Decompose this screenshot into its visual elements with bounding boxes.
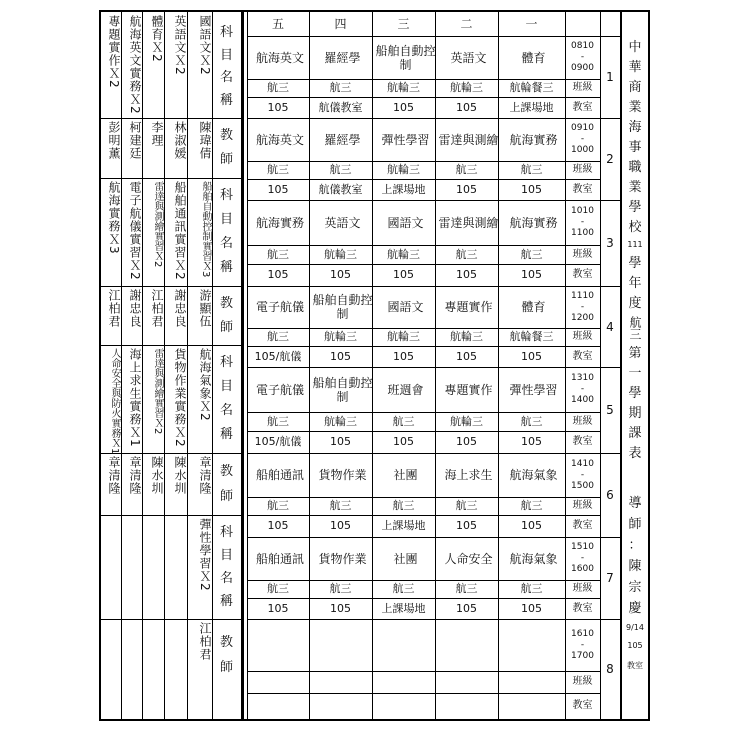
grid-line-horizontal [101,345,241,346]
course-name: 船舶自動控制 [375,43,436,72]
period-time [565,36,600,79]
course-name: 電子航儀 [255,382,304,397]
course-room: 105 [267,182,289,196]
subject-name: 貨物作業實務Ｘ2 [173,348,187,448]
course-name: 體育 [521,300,546,314]
label-teacher: 師 [219,152,233,167]
class-label: 班級 [572,583,593,594]
label-subject: 目 [219,47,233,63]
room-label: 教室 [572,350,593,362]
teacher-name: 陳水圳 [150,456,164,495]
mentor-label-char: 導 [628,496,642,511]
course-room: 105 [521,349,542,363]
course-room [372,693,435,719]
teacher-name: 陳水圳 [173,456,187,495]
label-teacher: 教 [219,634,233,650]
course-class: 航三 [267,499,289,512]
period-number: 5 [606,403,614,417]
course-class: 航輪三 [450,330,483,343]
time-text: - [580,217,585,227]
label-subject: 名 [219,570,233,586]
time-text: - [580,553,585,563]
grid-line-horizontal [101,515,241,516]
time-text: 1110 [571,290,594,301]
period-time [565,537,600,580]
course-room: 105 [330,268,351,281]
title-char: 事 [628,140,642,155]
title-char: 商 [628,80,642,95]
teacher-name: 陳瑋倩 [198,121,212,160]
time-text: 0810 [571,41,594,51]
title-char: 學 [628,386,642,401]
title-char: 航三 [628,316,642,340]
course-name: 海上求生 [444,468,493,482]
subject-name: 雷達與測繪實習Ｘ2 [152,348,163,435]
label-subject: 名 [219,236,233,251]
course-name: 船舶通訊 [255,468,304,482]
grid-line-horizontal [101,286,241,287]
course-room: 105 [456,268,477,281]
teacher-name: 江柏君 [198,622,212,661]
subject-name: 雷達與測繪實習Ｘ2 [152,181,163,268]
subject-name: 航海實務Ｘ3 [107,181,121,255]
time-text: - [580,301,585,312]
teacher-name: 江柏君 [150,289,164,328]
course-name: 社團 [393,551,418,566]
period-number: 7 [606,571,614,585]
course-room: 105 [330,519,351,532]
course-class: 航三 [267,81,289,94]
title-char: 業 [628,100,642,115]
course-class [435,671,498,693]
course-name: 貨物作業 [318,551,367,566]
subject-name: 專題實作Ｘ2 [107,15,121,89]
period-number: 8 [606,662,614,676]
day-header-3: 三 [397,17,410,31]
class-label: 班級 [572,248,593,260]
period-time [565,118,600,161]
course-name: 人命安全 [444,551,493,566]
time-text: 1000 [571,145,594,155]
period-number: 3 [606,236,614,250]
label-teacher: 師 [219,659,233,675]
label-subject: 科 [219,355,233,370]
subject-name: 英語文Ｘ2 [173,15,187,76]
class-label: 班級 [572,164,593,175]
label-subject: 名 [219,403,233,418]
label-subject: 目 [219,212,233,227]
time-text: 0910 [571,123,594,133]
period-time [565,286,600,328]
teacher-name: 謝忠良 [173,289,187,328]
course-class: 航三 [392,499,415,512]
teacher-name: 李理 [150,121,164,147]
course-class: 航三 [520,247,543,261]
title-char: 學 [628,256,642,271]
title-char: 第 [628,346,642,361]
course-class: 航輪三 [387,81,420,94]
title-char: 一 [628,366,642,381]
teacher-name: 游顯伍 [198,289,212,328]
course-class: 航三 [329,81,352,94]
room-label: 教室 [572,520,593,531]
course-class [309,671,372,693]
grid-line-vertical [241,12,244,719]
course-class: 航輪三 [324,247,357,261]
course-room: 105 [521,182,542,196]
subject-name: 國語文Ｘ2 [198,15,212,76]
course-room: 105 [267,519,289,532]
subject-name: 航海英文實務Ｘ2 [128,15,142,115]
course-name: 航海英文 [255,132,304,147]
course-room: 105 [393,100,414,114]
course-class: 航三 [267,163,289,176]
course-room: 105 [267,601,289,615]
course-name: 英語文 [324,215,361,230]
title-char: 111 [627,240,643,249]
course-name: 航海實務 [509,215,558,230]
label-subject: 科 [219,25,233,41]
subject-name: 船舶通訊實習Ｘ2 [173,181,187,281]
course-class: 航輪三 [387,247,420,261]
course-name: 國語文 [387,300,424,314]
course-room: 105 [456,182,477,196]
title-char: 職 [628,160,642,175]
course-class: 航三 [267,247,289,261]
course-room: 上課場地 [381,182,426,196]
label-teacher: 師 [219,320,233,335]
label-subject: 目 [219,379,233,394]
title-char: 度 [628,296,642,311]
course-room: 105 [393,435,414,448]
day-header-1: 五 [271,17,284,31]
course-class: 航輪三 [324,414,357,428]
course-room: 105 [393,268,414,281]
course-class: 航輪三 [387,163,420,176]
course-room: 105 [330,435,351,448]
course-name: 船舶通訊 [255,551,304,566]
course-name: 羅經學 [324,132,361,147]
course-class [498,671,565,693]
mentor-label-char: ： [628,538,642,553]
day-header-5: 一 [525,17,538,31]
teacher-name: 彭明薰 [107,121,121,160]
label-subject: 稱 [219,260,233,275]
label-subject: 目 [219,547,233,563]
period-time [565,367,600,412]
course-name: 彈性學習 [509,382,558,397]
course-room [309,693,372,719]
course-name: 船舶自動控制 [312,293,373,321]
room-label: 教室 [572,101,593,113]
time-text: - [580,469,585,480]
title-char: 華 [628,60,642,75]
title-char: 中 [628,40,642,55]
course-class: 航三 [267,414,289,428]
time-text: - [580,639,585,650]
teacher-name: 章清隆 [107,456,121,495]
course-room: 105/航儀 [254,349,302,363]
course-name: 航海氣象 [509,468,558,482]
course-room: 105/航儀 [254,435,302,448]
course-name: 英語文 [450,50,487,65]
title-room: 105 [627,641,643,650]
grid-line-horizontal [101,453,241,454]
title-char: 年 [628,276,642,291]
course-name: 船舶自動控制 [312,375,373,404]
time-text: - [580,52,585,62]
class-label: 班級 [572,415,593,427]
class-label: 班級 [572,82,593,93]
time-text: 1600 [571,564,594,574]
room-label: 教室 [572,436,593,447]
grid-line-horizontal [247,719,620,720]
course-room: 105 [456,435,477,448]
course-class: 航三 [329,499,352,512]
course-room: 105 [267,100,289,114]
time-text: 1100 [571,228,594,238]
course-room: 105 [521,519,542,532]
room-label: 教室 [572,700,593,711]
course-class: 航三 [329,582,352,595]
period-number: 1 [606,70,614,84]
course-room: 105 [456,349,477,363]
course-room: 航儀教室 [318,100,363,114]
time-text: 1500 [571,480,594,491]
label-teacher: 教 [219,296,233,311]
course-room: 105 [456,519,477,532]
teacher-name: 林淑媛 [173,121,187,160]
class-label: 班級 [572,500,593,511]
subject-name: 電子航儀實習Ｘ2 [128,181,142,281]
title-char: 期 [628,406,642,421]
subject-name: 體育Ｘ2 [150,15,164,63]
course-name: 貨物作業 [318,468,367,482]
course-room: 上課場地 [381,601,426,615]
teacher-name: 章清隆 [198,456,212,495]
subject-name: 海上求生實務Ｘ1 [128,348,142,448]
course-room: 105 [521,268,542,281]
course-room: 105 [456,601,477,615]
course-room: 上課場地 [381,519,426,532]
class-label: 班級 [572,331,593,342]
label-subject: 科 [219,188,233,203]
course-room: 105 [521,435,542,448]
title-char: 學 [628,200,642,215]
day-header-4: 二 [460,17,473,31]
course-name: 社團 [393,468,418,482]
label-subject: 名 [219,70,233,86]
course-class: 航三 [267,330,289,343]
subject-name: 航海氣象Ｘ2 [198,348,212,422]
course-name: 專題實作 [444,300,493,314]
course-name: 雷達與測繪 [438,132,499,147]
course-name: 航海氣象 [509,551,558,566]
course-class: 航三 [392,414,415,428]
time-text: - [580,134,585,144]
mentor-name-char: 宗 [628,580,642,595]
subject-name: 人命安全與防火實務Ｘ1 [109,348,120,455]
course-name: 體育 [521,50,546,65]
course-class: 航三 [520,499,543,512]
course-name [372,619,439,671]
course-name [498,619,569,671]
course-name: 班週會 [387,382,424,397]
title-room-word: 教室 [627,661,643,670]
time-text: 1410 [571,458,594,469]
course-name: 彈性學習 [381,132,430,147]
course-room: 105 [393,349,414,363]
label-subject: 稱 [219,427,233,442]
course-class: 航三 [455,163,478,176]
course-class: 航三 [520,582,543,595]
teacher-name: 柯建廷 [128,121,142,160]
course-name [435,619,502,671]
teacher-name: 江柏君 [107,289,121,328]
time-text: 1400 [571,395,594,405]
label-subject: 科 [219,524,233,540]
course-name: 電子航儀 [255,300,304,314]
title-char: 課 [628,426,642,441]
period-number: 2 [606,152,614,166]
day-header-2: 四 [334,17,347,31]
course-name [309,619,376,671]
time-text: 0900 [571,63,594,73]
time-text: 1310 [571,373,594,383]
course-room: 105 [521,601,542,615]
subject-name: 彈性學習Ｘ2 [198,518,212,592]
teacher-name: 章清隆 [128,456,142,495]
grid-line-horizontal [101,619,241,620]
course-class: 航三 [392,582,415,595]
mentor-name-char: 慶 [628,601,642,616]
class-label: 班級 [572,676,593,687]
course-class: 航三 [455,582,478,595]
course-class: 航輪三 [450,81,483,94]
teacher-name: 謝忠良 [128,289,142,328]
course-class: 航三 [455,247,478,261]
course-name [247,619,313,671]
course-room: 105 [267,268,289,281]
room-label: 教室 [572,602,593,614]
course-room: 上課場地 [509,100,554,114]
course-class: 航三 [329,163,352,176]
label-teacher: 師 [219,489,233,505]
period-number: 4 [606,319,614,334]
course-name: 航海實務 [255,215,304,230]
time-text: 1610 [571,628,594,639]
course-room [498,693,565,719]
period-time [565,619,600,671]
course-class: 航輪餐三 [509,330,554,343]
course-class: 航輪三 [450,414,483,428]
room-label: 教室 [572,269,593,280]
time-text: 1200 [571,312,594,323]
course-room: 105 [330,349,351,363]
title-char: 業 [628,180,642,195]
period-time [565,200,600,245]
label-subject: 稱 [219,593,233,609]
period-number: 6 [606,488,614,502]
period-time [565,453,600,497]
label-teacher: 教 [219,128,233,143]
course-name: 國語文 [387,215,424,230]
mentor-label-char: 師 [628,517,642,532]
course-class: 航輪餐三 [509,81,554,94]
course-class [372,671,435,693]
course-class: 航輪三 [324,330,357,343]
course-room [435,693,498,719]
time-text: 1010 [571,206,594,216]
course-name: 專題實作 [444,382,493,397]
title-date: 9/14 [626,623,644,632]
label-teacher: 教 [219,463,233,479]
course-name: 航海英文 [255,50,304,65]
course-class: 航輪三 [387,330,420,343]
course-room: 105 [456,100,477,114]
label-subject: 稱 [219,92,233,108]
subject-name: 船舶自動控制實習Ｘ3 [200,181,211,278]
time-text: - [580,384,585,394]
course-class: 航三 [455,499,478,512]
course-name: 航海實務 [509,132,558,147]
mentor-name-char: 陳 [628,559,642,574]
time-text: 1700 [571,650,594,661]
course-class: 航三 [520,414,543,428]
grid-line-horizontal [101,719,241,720]
course-room: 105 [330,601,351,615]
course-name: 羅經學 [324,50,361,65]
course-room: 航儀教室 [318,182,363,196]
title-char: 表 [628,446,642,461]
room-label: 教室 [572,183,593,195]
course-class [247,671,309,693]
time-text: 1510 [571,542,594,552]
course-class: 航三 [267,582,289,595]
course-name: 雷達與測繪 [438,215,499,230]
course-class: 航三 [520,163,543,176]
grid-line-horizontal [101,178,241,179]
title-char: 海 [628,120,642,135]
course-room [247,693,309,719]
grid-line-horizontal [101,118,241,119]
title-char: 校 [628,220,642,235]
